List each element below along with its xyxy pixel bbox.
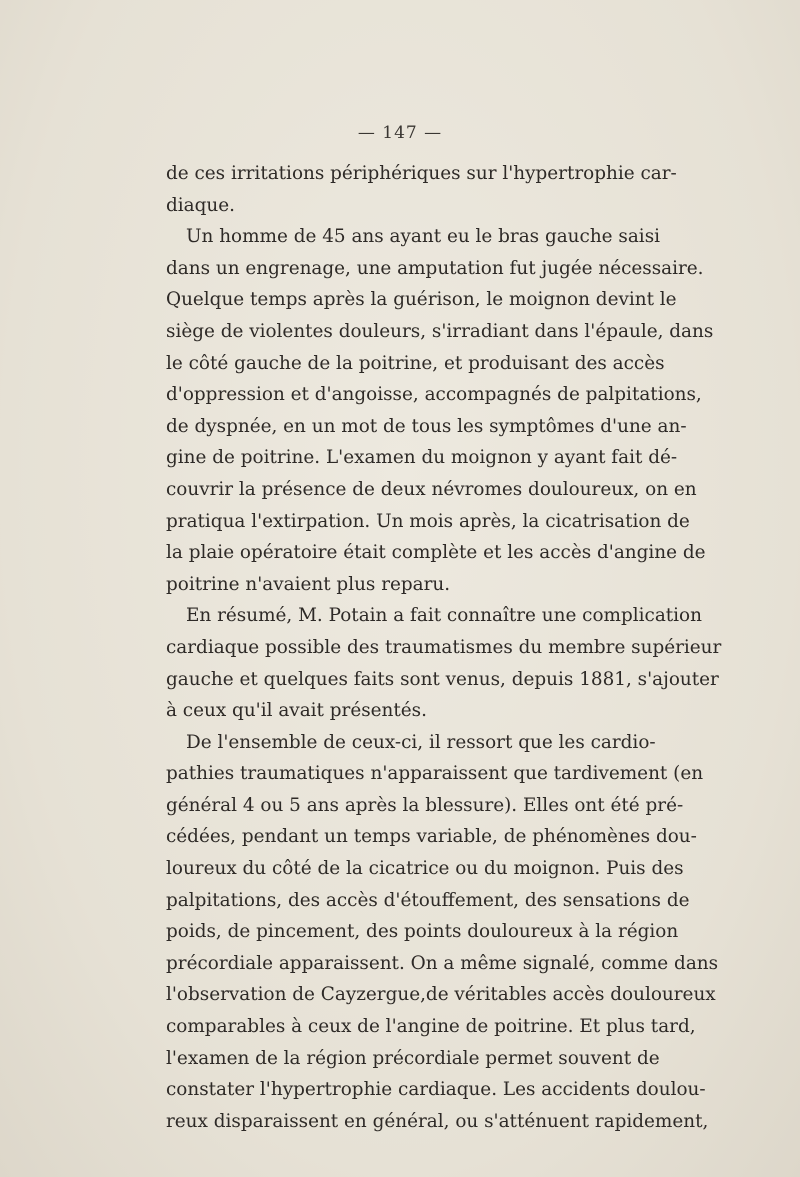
text-line: le côté gauche de la poitrine, et produisant des accès	[166, 352, 665, 374]
text-line: de ces irritations périphériques sur l'hypertrophie car-	[166, 163, 677, 184]
text-line: gauche et quelques faits sont venus, depuis 1881, s'ajouter	[166, 668, 719, 690]
text-line: En résumé, M. Potain a fait connaître une complication	[186, 605, 702, 627]
text-line: général 4 ou 5 ans après la blessure). Elles ont été pré-	[166, 794, 684, 816]
text-line: loureux du côté de la cicatrice ou du moignon. Puis des	[166, 858, 684, 880]
text-line: de dyspnée, en un mot de tous les symptômes d'une an-	[166, 415, 687, 437]
text-line: l'examen de la région précordiale permet souvent de	[166, 1047, 660, 1069]
text-line: poitrine n'avaient plus reparu.	[166, 573, 451, 595]
text-line: poids, de pincement, des points douloureux à la région	[166, 921, 679, 943]
text-line: gine de poitrine. L'examen du moignon y ayant fait dé-	[166, 447, 678, 469]
text-line: pathies traumatiques n'apparaissent que tardivement (en	[166, 763, 704, 785]
text-line: siège de violentes douleurs, s'irradiant dans l'épaule, dans	[166, 320, 714, 342]
text-line: d'oppression et d'angoisse, accompagnés de palpitations,	[166, 384, 702, 406]
body-text	[166, 158, 722, 1137]
text-line: reux disparaissent en général, ou s'atténuent rapidement,	[166, 1110, 709, 1132]
text-line: diaque.	[166, 194, 235, 216]
text-line: constater l'hypertrophie cardiaque. Les accidents doulou-	[166, 1079, 706, 1101]
text-line: pratiqua l'extirpation. Un mois après, la cicatrisation de	[166, 510, 690, 532]
text-line: l'observation de Cayzergue,de véritables accès douloureux	[166, 984, 716, 1006]
text-line: Quelque temps après la guérison, le moignon devint le	[166, 289, 677, 311]
text-line: à ceux qu'il avait présentés.	[166, 700, 427, 722]
text-line: précordiale apparaissent. On a même signalé, comme dans	[166, 952, 719, 974]
text-line: couvrir la présence de deux névromes douloureux, on en	[166, 478, 697, 500]
page-number: — 147 —	[357, 123, 443, 143]
text-line: comparables à ceux de l'angine de poitrine. Et plus tard,	[166, 1016, 696, 1038]
text-line: cédées, pendant un temps variable, de phénomènes dou-	[166, 826, 697, 848]
text-line: la plaie opératoire était complète et les accès d'angine de	[166, 542, 706, 564]
text-line: palpitations, des accès d'étouffement, des sensations de	[166, 889, 690, 911]
text-line: Un homme de 45 ans ayant eu le bras gauche saisi	[186, 226, 661, 248]
text-line: De l'ensemble de ceux-ci, il ressort que les cardio-	[186, 731, 656, 753]
text-line: dans un engrenage, une amputation fut jugée nécessaire.	[166, 257, 704, 279]
text-line: cardiaque possible des traumatismes du membre supérieur	[166, 636, 722, 658]
